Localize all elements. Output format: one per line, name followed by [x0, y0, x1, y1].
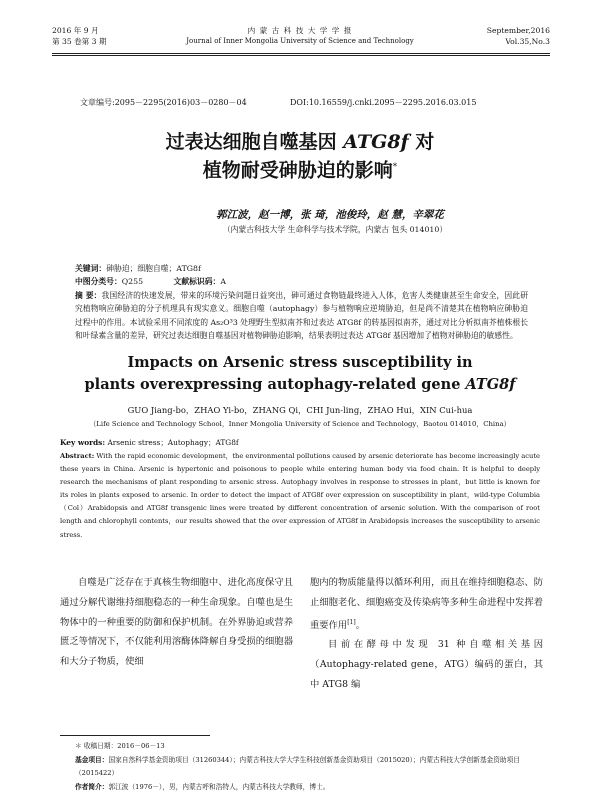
footnote-author: 作者简介：郭江波（1976－），男，内蒙古呼和浩特人，内蒙古科技大学教师，博士。: [75, 783, 330, 791]
doi: DOI:10.16559/j.cnki.2095－2295.2016.03.015: [290, 98, 477, 107]
abstract-en-label: Abstract:: [60, 452, 95, 460]
body-right-paragraph-2: 目前在酵母中发现 31 种自噬相关基因（Autophagy-related gene，ATG）编码的蛋白，其中 ATG8 编: [310, 639, 543, 691]
abstract-cn-text: 我国经济的快速发展，带来的环境污染问题日益突出，砷可通过食物链最终进入人体，危害人类健康甚至生命安全，因此研究植物响应砷胁迫的分子机理具有现实意义。细胞自噬（autophagy）参与植物响应逆境胁迫，但是尚不清楚其在植物响应砷胁迫过程中的作用。本试验采用不同浓度的 As₂O³3 处理野生型拟南芥和过表达 ATG8f 的转基因拟南芥，通过对比分析拟南芥植株根长和叶绿素含量的差异，研究过表达细胞自噬基因对植物砷胁迫影响，结果表明过表达 ATG8f 基因增加了植物对砷胁迫的敏感性。: [75, 291, 529, 340]
keywords-cn-value: 砷胁迫；细胞自噬；ATG8f: [106, 264, 201, 273]
keywords-en-value: Arsenic stress；Autophagy；ATG8f: [107, 438, 239, 447]
footnote-received: ＊ 收稿日期：2016－06－13: [75, 742, 165, 750]
journal-title-en: Journal of Inner Mongolia University of Science and Technology: [186, 37, 414, 45]
body-left-column: 自噬是广泛存在于真核生物细胞中、进化高度保守且通过分解代谢维持细胞稳态的一种生命现象。自噬也是生物体中的一种重要的防御和保护机制。在外界胁迫或营养匮乏等情况下，不仅能利用溶酶体降解自身受损的细胞器和大分子物质，使细: [60, 577, 293, 668]
abstract-cn: [75, 289, 528, 342]
affiliation-cn: （内蒙古科技大学 生命科学与技术学院，内蒙古 包头 014010）: [222, 225, 448, 234]
header-left: [52, 25, 107, 47]
title-en-line2: plants overexpressing autophagy-related gene ATG8f: [84, 376, 516, 393]
journal-title-cn: 内 蒙 古 科 技 大 学 学 报: [247, 26, 353, 35]
header-rule-thin: [52, 55, 550, 56]
title-en: [60, 352, 540, 396]
article-number: 文章编号:2095－2295(2016)03－0280－04: [80, 98, 247, 107]
ref-marker: [1]: [347, 618, 356, 626]
header-rule: [52, 53, 550, 54]
footnote-rule: [60, 735, 210, 736]
footnote-funding: 基金项目：国家自然科学基金资助项目（31260344）；内蒙古科技大学大学生科技创新基金资助项目（2015020）；内蒙古科技大学创新基金资助项目（2015422）: [75, 756, 520, 778]
authors-en: GUO Jiang-bo，ZHAO Yi-bo，ZHANG Qi，CHI Jun-ling，ZHAO Hui，XIN Cui-hua: [127, 405, 473, 415]
header-right: [487, 25, 550, 47]
header-date-en: September,2016: [486, 26, 550, 35]
body-right-column: [310, 573, 543, 695]
affiliation-en: （Life Science and Technology School，Inner Mongolia University of Science and Technology，Baotou 014010，China）: [89, 420, 511, 428]
keywords-cn: [75, 263, 201, 274]
keywords-en: [60, 437, 239, 448]
title-cn-line1: 过表达细胞自噬基因 ATG8f 对: [165, 131, 435, 153]
header-volume: 第 35 卷第 3 期: [52, 37, 107, 46]
header-journal: [150, 25, 450, 47]
header-volume-en: Vol.35,No.3: [505, 37, 550, 46]
keywords-cn-label: 关键词：: [75, 264, 107, 273]
title-cn: [60, 130, 540, 183]
body-right-paragraph-1: 胞内的物质能量得以循环利用，而且在维持细胞稳态、防止细胞老化、细胞癌变及传染病等多种生命进程中发挥着重要作用[1]。: [310, 577, 543, 631]
keywords-en-label: Key words:: [60, 438, 106, 447]
header-date: 2016 年 9 月: [52, 26, 99, 35]
classification: 中图分类号：Q255 文献标识码：A: [75, 277, 226, 286]
abstract-en-text: With the rapid economic development，the environmental pollutions caused by arsenic deteriorate has become increasingly acute these years in China. Arsenic is hypertonic and poisonous to people while entering human body via food chain. It is helpful to deeply research the mechanisms of plant responding to arsenic stress. Autophagy involves in response to stresses in plant，but little is known for its roles in plants exposed to arsenic. In order to detect the impact of ATG8f over expression on susceptibility in plant，wild-type Columbia（Col）Arabidopsis and ATG8f transgenic lines were treated by different concentration of arsenic solution. With the comparison of root length and chlorophyll contents，our results showed that the over expression of ATG8f in Arabidopsis increases the susceptibility to arsenic stress.: [60, 452, 540, 539]
authors-cn: 郭江波，赵一博，张 琦，池俊玲，赵 慧，辛翠花: [216, 209, 444, 221]
abstract-en: [60, 450, 540, 542]
title-cn-line2: 植物耐受砷胁迫的影响*: [202, 159, 398, 182]
abstract-cn-label: 摘 要：: [75, 291, 102, 300]
title-en-line1: Impacts on Arsenic stress susceptibility in: [127, 354, 473, 371]
